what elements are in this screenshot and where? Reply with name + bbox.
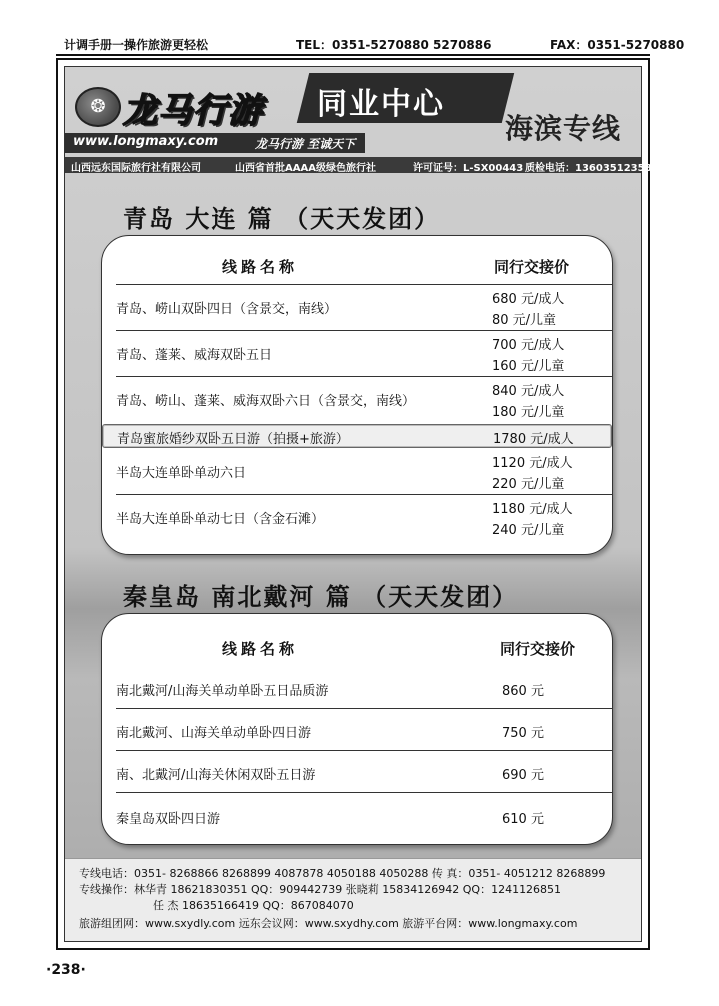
divider — [116, 330, 612, 331]
route-price: 690 元 — [502, 768, 544, 783]
price-adult: 840 元/成人 — [492, 384, 565, 399]
route-name: 青岛蜜旅婚纱双卧五日游（拍摄+旅游） — [117, 432, 349, 447]
line-tag: 海滨专线 — [505, 112, 622, 145]
price-table-qinhuangdao — [101, 613, 613, 845]
route-name: 半岛大连单卧单动六日 — [116, 466, 247, 481]
route-name: 秦皇岛双卧四日游 — [116, 812, 221, 827]
column-header-route: 线路名称 — [222, 258, 299, 276]
top-slogan: 计调手册一操作旅游更轻松 — [64, 38, 209, 52]
price-adult: 680 元/成人 — [492, 292, 565, 307]
price-child: 240 元/儿童 — [492, 523, 565, 538]
route-name: 半岛大连单卧单动七日（含金石滩） — [116, 512, 325, 527]
table-row — [116, 334, 598, 374]
section-title-qinhuangdao: 秦皇岛 南北戴河 篇 （天天发团） — [123, 583, 519, 611]
brand-name: 龙马行游 — [123, 91, 263, 131]
table-row — [116, 718, 598, 742]
price-adult: 1180 元/成人 — [492, 502, 573, 517]
company-bar — [65, 157, 652, 174]
route-name: 南、北戴河/山海关休闲双卧五日游 — [116, 768, 316, 783]
website-url[interactable]: www.longmaxy.com — [73, 134, 219, 149]
price-child: 160 元/儿童 — [492, 359, 565, 374]
license-number: 许可证号：L-SX00443 — [413, 163, 524, 174]
top-fax: FAX：0351-5270880 — [550, 38, 685, 52]
footer-hotline: 专线电话：0351- 8268866 8268899 4087878 4050188 4050288 传 真：0351- 4051212 8268899 — [79, 867, 606, 880]
route-name: 南北戴河/山海关单动单卧五日品质游 — [116, 684, 329, 699]
table-row — [116, 804, 598, 828]
divider — [116, 792, 612, 793]
page-number: ·238· — [46, 962, 86, 978]
divider — [116, 494, 612, 495]
table-row — [116, 288, 598, 328]
quality-tel: 质检电话：13603512358 — [525, 163, 652, 174]
route-price: 750 元 — [502, 726, 544, 741]
table-row — [116, 498, 598, 538]
route-name: 青岛、崂山双卧四日（含景交，南线） — [116, 302, 338, 317]
price-adult: 700 元/成人 — [492, 338, 565, 353]
price-adult: 1780 元/成人 — [493, 432, 574, 447]
table-row-highlighted — [102, 424, 612, 448]
table-row — [116, 676, 598, 700]
sub-slogan: 龙马行游 至诚天下 — [255, 137, 356, 151]
divider — [116, 376, 612, 377]
route-price: 860 元 — [502, 684, 544, 699]
price-adult: 1120 元/成人 — [492, 456, 573, 471]
dragon-horse-logo-icon: ❂ — [75, 87, 121, 127]
center-banner-text: 同业中心 — [317, 87, 445, 122]
header — [65, 67, 652, 179]
top-info-line — [56, 34, 685, 56]
divider — [116, 750, 612, 751]
section-title-qingdao-dalian: 青岛 大连 篇 （天天发团） — [123, 205, 441, 233]
route-name: 青岛、崂山、蓬莱、威海双卧六日（含景交，南线） — [116, 394, 416, 409]
footer-staff-line-2: 任 杰 18635166419 QQ：867084070 — [153, 899, 354, 912]
company-name: 山西远东国际旅行社有限公司 — [71, 163, 201, 174]
price-child: 220 元/儿童 — [492, 477, 565, 492]
table-row — [116, 760, 598, 784]
table-row — [116, 380, 598, 420]
company-address: 山西省首批AAAA级绿色旅行社 — [235, 163, 376, 174]
footer-staff-line-1: 专线操作：林华青 18621830351 QQ：909442739 张晓莉 15834126942 QQ：1241126851 — [79, 883, 562, 896]
route-price: 610 元 — [502, 812, 544, 827]
column-header-price: 同行交接价 — [500, 640, 576, 658]
divider — [116, 708, 612, 709]
page-frame — [56, 58, 650, 950]
page-panel — [64, 66, 652, 942]
price-table-qingdao-dalian — [101, 235, 613, 555]
column-header-route: 线路名称 — [222, 640, 299, 658]
column-header-price: 同行交接价 — [494, 258, 570, 276]
route-name: 青岛、蓬莱、威海双卧五日 — [116, 348, 273, 363]
footer-contacts — [65, 858, 641, 941]
divider — [116, 284, 612, 285]
table-row — [116, 452, 598, 492]
footer-websites[interactable]: 旅游组团网：www.sxydly.com 远东会议网：www.sxydhy.com 旅游平台网：www.longmaxy.com — [79, 917, 578, 930]
route-name: 南北戴河、山海关单动单卧四日游 — [116, 726, 312, 741]
price-child: 80 元/儿童 — [492, 313, 557, 328]
top-telephone: TEL：0351-5270880 5270886 — [296, 38, 492, 52]
price-child: 180 元/儿童 — [492, 405, 565, 420]
